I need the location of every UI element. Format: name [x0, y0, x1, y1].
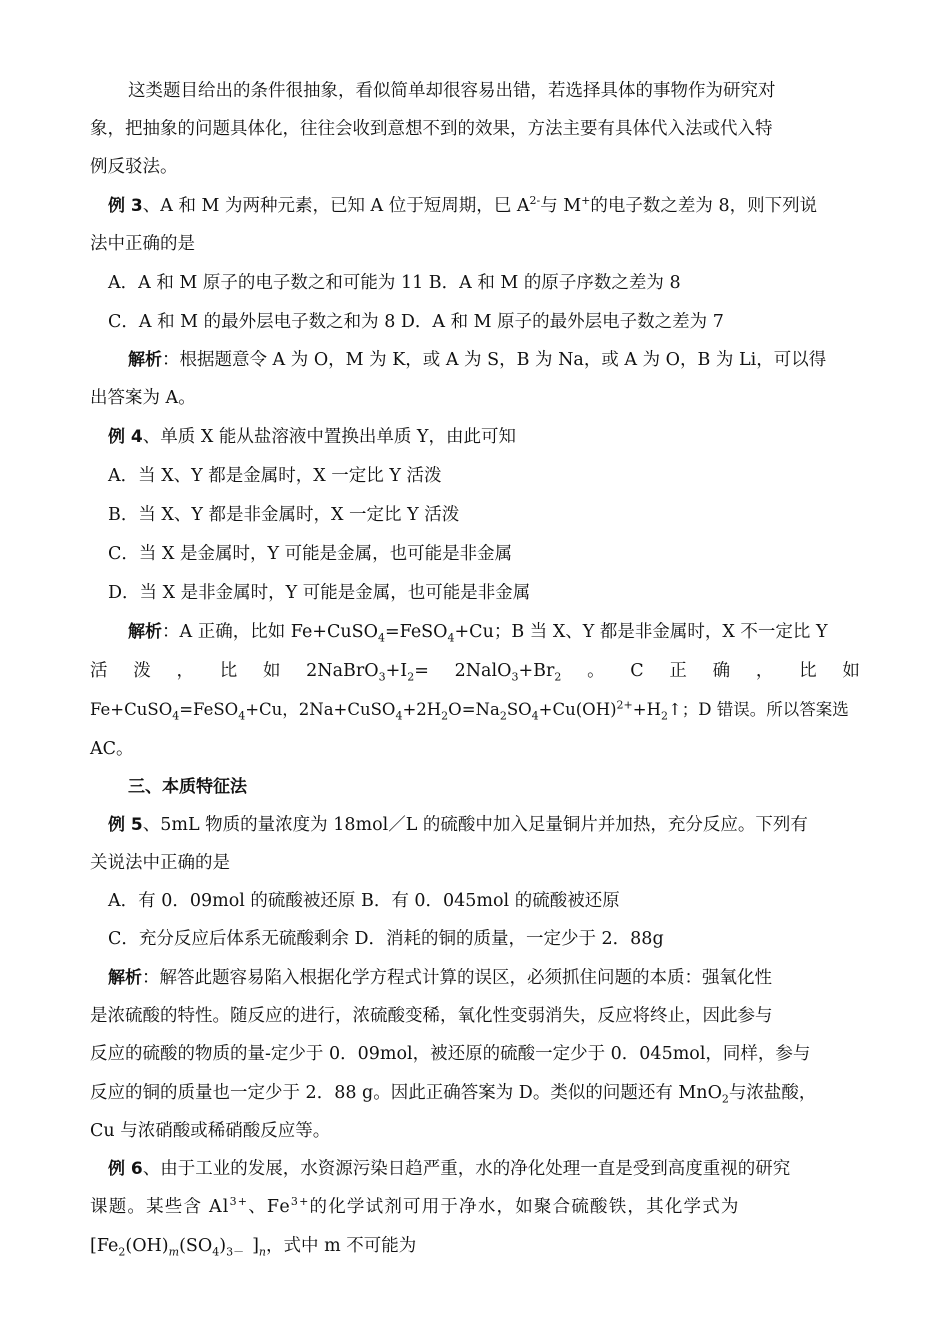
analysis-label: 解析: [128, 350, 162, 370]
example-3-label: 例 3: [108, 196, 143, 216]
example-3-question-line-1: 例 3、A 和 M 为两种元素，已知 A 位于短周期，巳 $A^{2-}$与 M+的电子数之差为 8，则下列说: [108, 194, 818, 216]
example-5-question-line-2: 关说法中正确的是: [90, 853, 230, 873]
intro-line-1: 这类题目给出的条件很抽象，看似简单却很容易出错，若选择具体的事物作为研究对: [128, 81, 776, 101]
example-6-formula-line: [$Fe_2(OH)_m(SO_4)_{3-}$ ]$_n$，式中 m 不可能为: [90, 1236, 417, 1259]
example-4-question: 例 4、单质 X 能从盐溶液中置换出单质 Y，由此可知: [108, 427, 516, 447]
example-4-option-b: B．当 X、Y 都是非金属时，X 一定比 Y 活泼: [108, 505, 460, 525]
analysis-label: 解析: [108, 968, 142, 988]
example-6-question-line-2: 课题。某些含 $Al^{3+}$、$Fe^{3+}$的化学试剂可用于净水，如聚合硫酸铁，其化学式为: [90, 1195, 740, 1217]
example-4-option-c: C．当 X 是金属时，Y 可能是金属，也可能是非金属: [108, 544, 513, 564]
example-3-question-line-2: 法中正确的是: [90, 234, 195, 254]
example-4-analysis-line-4: AC。: [90, 739, 134, 759]
example-5-label: 例 5: [108, 815, 143, 835]
example-6-label: 例 6: [108, 1159, 143, 1179]
example-5-analysis-line-5: Cu 与浓硝酸或稀硝酸反应等。: [90, 1121, 331, 1141]
example-5-options-ab: A．有 0．09mol 的硫酸被还原 B．有 0．045mol 的硫酸被还原: [108, 891, 620, 911]
example-5-question-line-1: 例 5、5mL 物质的量浓度为 18mol／L 的硫酸中加入足量铜片并加热，充分反应。下列有: [108, 815, 808, 835]
example-3-analysis-line-2: 出答案为 A。: [90, 388, 196, 408]
example-4-analysis-line-3: Fe+CuSO$_4$=FeSO$_4$+Cu，$2Na+CuSO_4+2H_2O=Na_2SO_4+Cu(OH)^{2+}+H_2↑$；D 错误。所以答案选: [90, 698, 849, 723]
example-5-analysis-line-2: 是浓硫酸的特性。随反应的进行，浓硫酸变稀，氧化性变弱消失，反应将终止，因此参与: [90, 1006, 773, 1026]
equation-nabro3: $2NaBrO_3+I_2=$: [306, 661, 429, 684]
example-4-option-d: D．当 X 是非金属时，Y 可能是金属，也可能是非金属: [108, 583, 531, 603]
analysis-label: 解析: [128, 622, 162, 642]
intro-line-2: 象，把抽象的问题具体化，往往会收到意想不到的效果，方法主要有具体代入法或代入特: [90, 119, 773, 139]
example-3-options-ab: A．A 和 M 原子的电子数之和可能为 11 B．A 和 M 的原子序数之差为 8: [108, 273, 681, 293]
example-4-analysis-line-2: 活 泼 ， 比 如 $2NaBrO_3+I_2=$ $2NalO_3+Br_2$ 。 C 正 确 ， 比 如: [90, 658, 860, 684]
intro-line-3: 例反驳法。: [90, 157, 178, 177]
section-title: 三、本质特征法: [128, 777, 247, 797]
example-5-options-cd: C．充分反应后体系无硫酸剩余 D．消耗的铜的质量，一定少于 2．88g: [108, 929, 664, 949]
example-3-analysis-line-1: 解析：根据题意令 A 为 O，M 为 K，或 A 为 S，B 为 Na，或 A 为 O，B 为 Li，可以得: [128, 350, 827, 370]
example-4-label: 例 4: [108, 427, 143, 447]
example-6-question-line-1: 例 6、由于工业的发展，水资源污染日趋严重，水的净化处理一直是受到高度重视的研究: [108, 1159, 791, 1179]
example-4-analysis-line-1: 解析：A 正确，比如 Fe+CuSO$_4$=FeSO$_4$+Cu；B 当 X、Y 都是非金属时，X 不一定比 Y: [128, 622, 828, 645]
example-5-analysis-line-4: 反应的铜的质量也一定少于 2．88 g。因此正确答案为 D。类似的问题还有 MnO$_2$与浓盐酸，: [90, 1083, 817, 1106]
example-5-analysis-line-3: 反应的硫酸的物质的量-定少于 0．09mol，被还原的硫酸一定少于 0．045mol，同样，参与: [90, 1044, 811, 1064]
equation-nalo3: $2NalO_3+Br_2$: [454, 661, 562, 684]
example-5-analysis-line-1: 解析：解答此题容易陷入根据化学方程式计算的误区，必须抓住问题的本质：强氧化性: [108, 968, 772, 988]
example-3-options-cd: C．A 和 M 的最外层电子数之和为 8 D．A 和 M 原子的最外层电子数之差为 7: [108, 312, 724, 332]
example-4-option-a: A．当 X、Y 都是金属时，X 一定比 Y 活泼: [108, 466, 442, 486]
